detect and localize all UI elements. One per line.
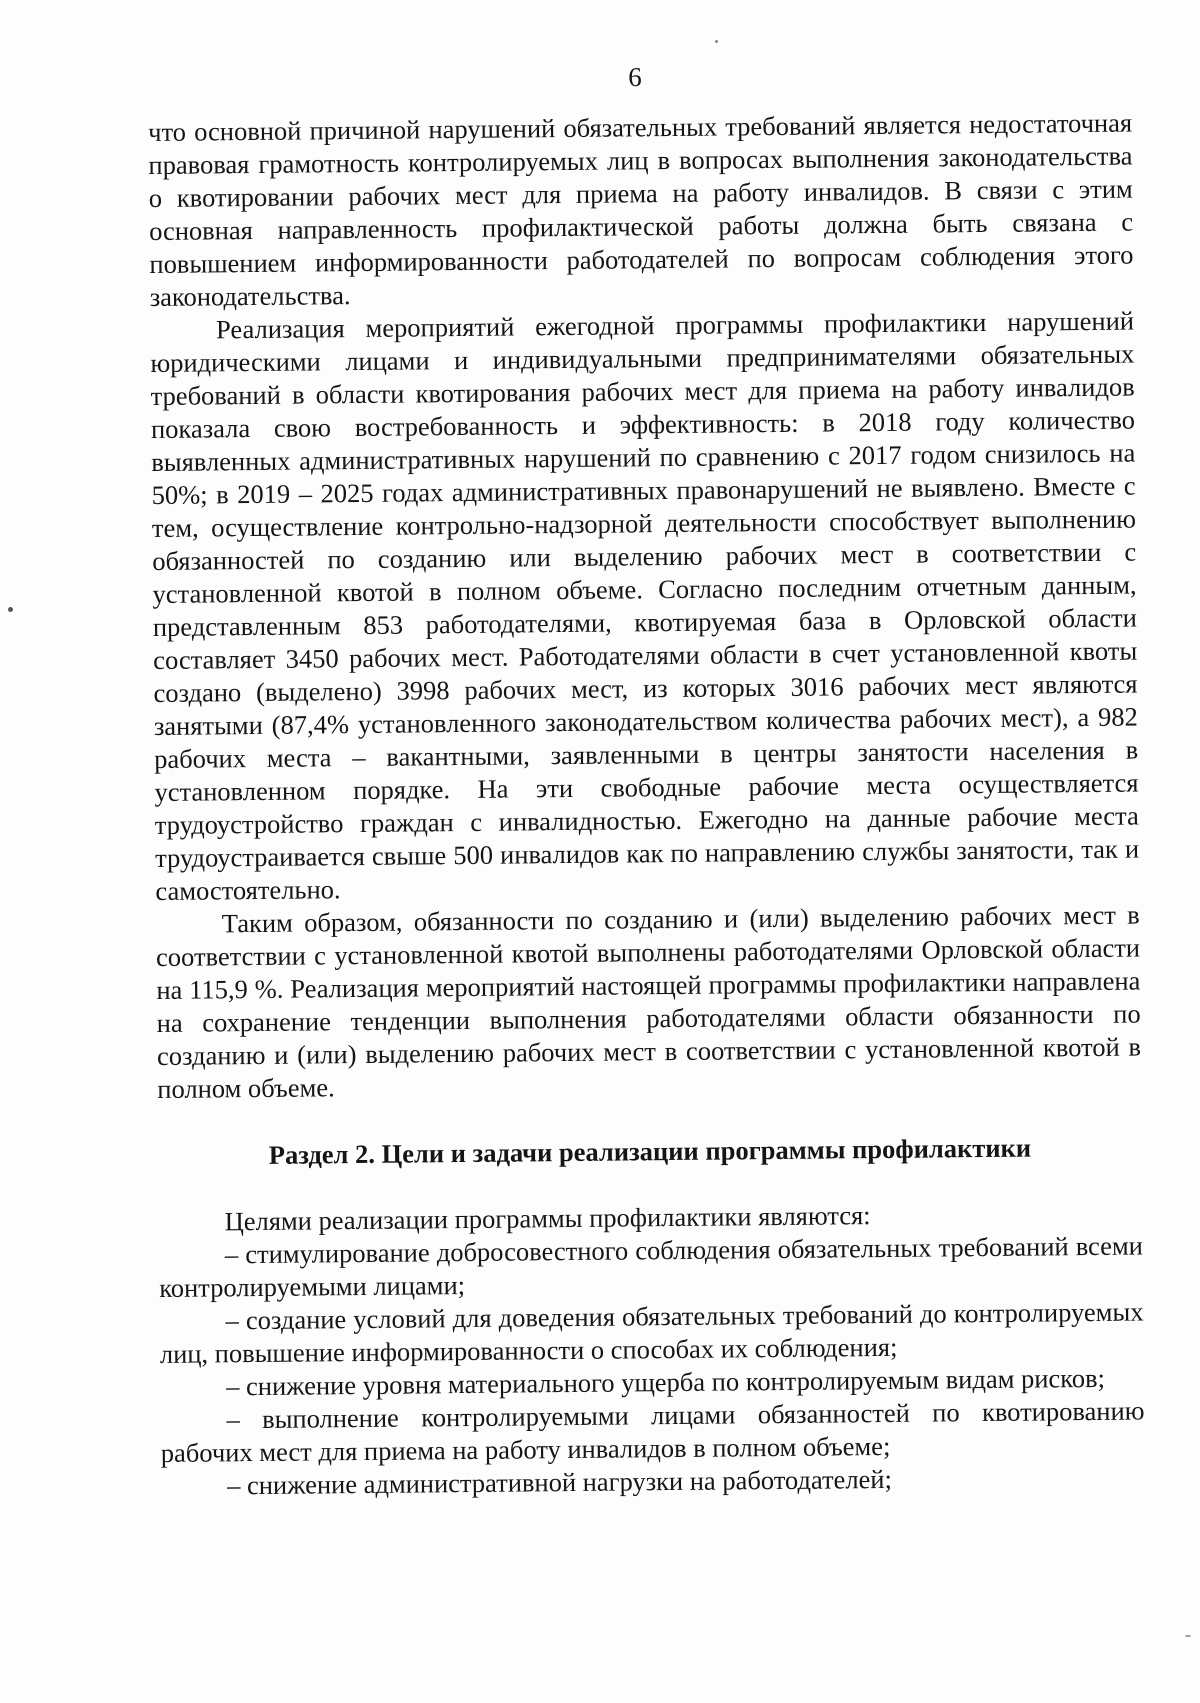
section-heading: Раздел 2. Цели и задачи реализации программы профилактики	[268, 1132, 1032, 1170]
scan-speck	[8, 607, 13, 612]
body-paragraph: Реализация мероприятий ежегодной программы профилактики нарушений юридическими лицами и индивидуальными предпринимателями обязательных требований в области квотирования рабочих мест для приема на работу инвалидов показала свою востребованность и эффективность: в 2018 году количество выявленных административных нарушений по сравнению с 2017 годом снизилось на 50%; в 2019 – 2025 годах административных правонарушений не выявлено. Вместе с тем, осуществление контрольно-надзорной деятельности способствует выполнению обязанностей по созданию или выделению рабочих мест в соответствии с установленной квотой в полном объеме. Согласно последним отчетным данным, представленным 853 работодателями, квотируемая база в Орловской области составляет 3450 рабочих мест. Работодателями области в счет установленной квоты создано (выделено) 3998 рабочих мест, из которых 3016 рабочих мест являются занятыми (87,4% установленного законодательством количества рабочих мест), а 982 рабочих места – вакантными, заявленными в центры занятости населения в установленном порядке. На эти свободные рабочие места осуществляется трудоустройство граждан с инвалидностью. Ежегодно на данные рабочие места трудоустраивается свыше 500 инвалидов как по направлению службы занятости, так и самостоятельно.	[150, 305, 1140, 906]
goals-intro: Целями реализации программы профилактики являются:	[224, 1200, 871, 1237]
body-paragraph: что основной причиной нарушений обязательных требований является недостаточная правовая грамотность контролируемых лиц в вопросах выполнения законодательства о квотировании рабочих мест для приема на работу инвалидов. В связи с этим основная направленность профилактической работы должна быть связана с повышением информированности работодателей по вопросам соблюдения этого законодательства.	[148, 107, 1134, 312]
goal-item: – создание условий для доведения обязательных требований до контролируемых лиц, повышение информированности о способах их соблюдения;	[159, 1296, 1144, 1369]
page-number: 6	[628, 62, 642, 92]
body-paragraph: Таким образом, обязанности по созданию и (или) выделению рабочих мест в соответствии с установленной квотой выполнены работодателями Орловской области на 115,9 %. Реализация мероприятий настоящей программы профилактики направлена на сохранение тенденции выполнения работодателями области обязанности по созданию и (или) выделению рабочих мест в соответствии с установленной квотой в полном объеме.	[155, 899, 1142, 1104]
goal-item: – стимулирование добросовестного соблюдения обязательных требований всеми контролируемыми лицами;	[159, 1230, 1144, 1303]
goal-item: – снижение уровня материального ущерба по контролируемым видам рисков;	[226, 1362, 1106, 1402]
goal-item: – снижение административной нагрузки на работодателей;	[227, 1463, 893, 1501]
goal-item: – выполнение контролируемыми лицами обязанностей по квотированию рабочих мест для приема на работу инвалидов в полном объеме;	[160, 1395, 1145, 1468]
page-content	[148, 107, 1145, 1503]
scan-speck	[715, 40, 718, 43]
scan-speck	[1185, 1635, 1191, 1637]
